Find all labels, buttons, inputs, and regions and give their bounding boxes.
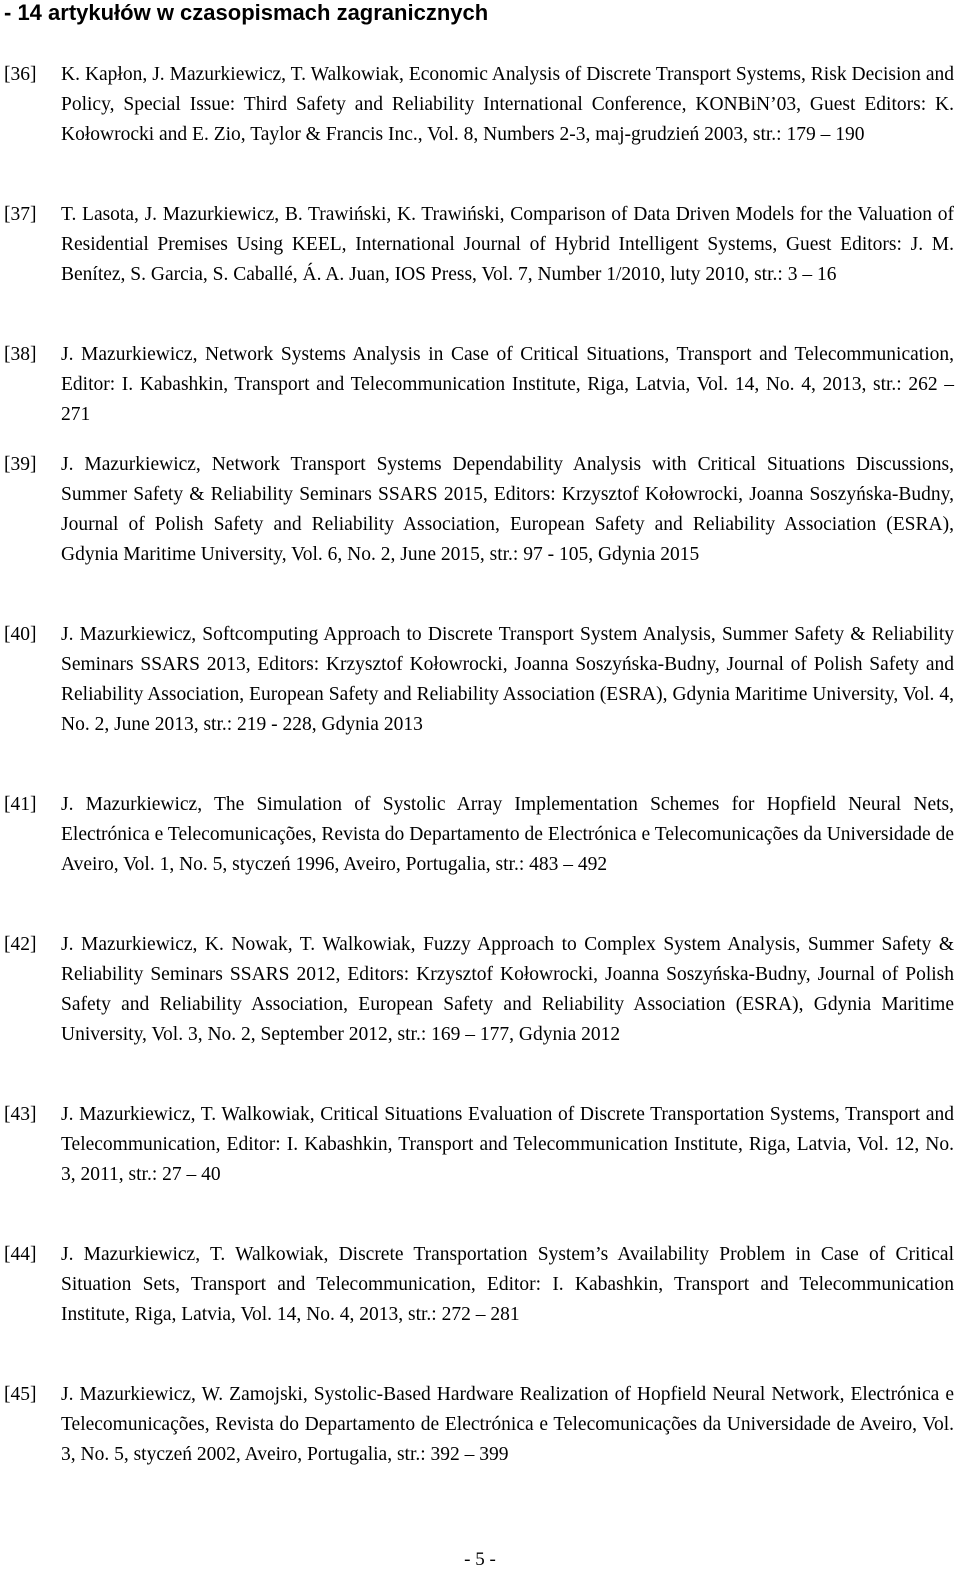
reference-text: J. Mazurkiewicz, Network Transport Systems Dependability Analysis with Critical Situations Discussions, Summer Safety & Reliability Seminars SSARS 2015, Editors: Krzysztof Kołowrocki, Joanna Soszyńska-Budny, Journal of Polish Safety and Reliability Association, European Safety and Reliability Association (ESRA), Gdynia Maritime University, Vol. 6, No. 2, June 2015, str.: 97 - 105, Gdynia 2015	[61, 454, 954, 565]
reference-entry	[4, 1100, 954, 1190]
page-number: - 5 -	[464, 1549, 496, 1570]
reference-entry	[4, 450, 954, 570]
reference-number: [45]	[4, 1384, 37, 1405]
reference-number: [40]	[4, 624, 37, 645]
reference-entry	[4, 1240, 954, 1330]
reference-text: J. Mazurkiewicz, T. Walkowiak, Critical Situations Evaluation of Discrete Transportation Systems, Transport and Telecommunication, Editor: I. Kabashkin, Transport and Telecommunication Institute, Riga, Latvia, Vol. 12, No. 3, 2011, str.: 27 – 40	[61, 1104, 954, 1185]
reference-text: K. Kapłon, J. Mazurkiewicz, T. Walkowiak, Economic Analysis of Discrete Transport Systems, Risk Decision and Policy, Special Issue: Third Safety and Reliability International Conference, KONBiN’03, Guest Editors: K. Kołowrocki and E. Zio, Taylor & Francis Inc., Vol. 8, Numbers 2-3, maj-grudzień 2003, str.: 179 – 190	[61, 64, 954, 145]
reference-text: J. Mazurkiewicz, W. Zamojski, Systolic-Based Hardware Realization of Hopfield Neural Network, Electrónica e Telecomunicações, Revista do Departamento de Electrónica e Telecomunicações da Universidade de Aveiro, Vol. 3, No. 5, styczeń 2002, Aveiro, Portugalia, str.: 392 – 399	[61, 1384, 954, 1465]
reference-number: [38]	[4, 344, 37, 365]
reference-text: J. Mazurkiewicz, The Simulation of Systolic Array Implementation Schemes for Hopfield Neural Nets, Electrónica e Telecomunicações, Revista do Departamento de Electrónica e Telecomunicações da Universidade de Aveiro, Vol. 1, No. 5, styczeń 1996, Aveiro, Portugalia, str.: 483 – 492	[61, 794, 954, 875]
reference-number: [44]	[4, 1244, 37, 1265]
reference-entry	[4, 930, 954, 1050]
reference-entry	[4, 340, 954, 430]
reference-entry	[4, 1380, 954, 1470]
reference-text: T. Lasota, J. Mazurkiewicz, B. Trawiński, K. Trawiński, Comparison of Data Driven Models for the Valuation of Residential Premises Using KEEL, International Journal of Hybrid Intelligent Systems, Guest Editors: J. M. Benítez, S. Garcia, S. Caballé, Á. A. Juan, IOS Press, Vol. 7, Number 1/2010, luty 2010, str.: 3 – 16	[61, 204, 954, 285]
reference-number: [39]	[4, 454, 37, 475]
reference-number: [41]	[4, 794, 37, 815]
reference-entry	[4, 60, 954, 150]
section-heading: - 14 artykułów w czasopismach zagranicznych	[4, 0, 489, 25]
reference-entry	[4, 620, 954, 740]
reference-text: J. Mazurkiewicz, K. Nowak, T. Walkowiak, Fuzzy Approach to Complex System Analysis, Summer Safety & Reliability Seminars SSARS 2012, Editors: Krzysztof Kołowrocki, Joanna Soszyńska-Budny, Journal of Polish Safety and Reliability Association, European Safety and Reliability Association (ESRA), Gdynia Maritime University, Vol. 3, No. 2, September 2012, str.: 169 – 177, Gdynia 2012	[61, 934, 954, 1045]
reference-number: [37]	[4, 204, 37, 225]
reference-number: [36]	[4, 64, 37, 85]
reference-text: J. Mazurkiewicz, T. Walkowiak, Discrete Transportation System’s Availability Problem in Case of Critical Situation Sets, Transport and Telecommunication, Editor: I. Kabashkin, Transport and Telecommunication Institute, Riga, Latvia, Vol. 14, No. 4, 2013, str.: 272 – 281	[61, 1244, 954, 1325]
reference-entry	[4, 200, 954, 290]
reference-entry	[4, 790, 954, 880]
reference-text: J. Mazurkiewicz, Network Systems Analysis in Case of Critical Situations, Transport and Telecommunication, Editor: I. Kabashkin, Transport and Telecommunication Institute, Riga, Latvia, Vol. 14, No. 4, 2013, str.: 262 – 271	[61, 344, 954, 425]
reference-number: [43]	[4, 1104, 37, 1125]
reference-number: [42]	[4, 934, 37, 955]
reference-text: J. Mazurkiewicz, Softcomputing Approach to Discrete Transport System Analysis, Summer Safety & Reliability Seminars SSARS 2013, Editors: Krzysztof Kołowrocki, Joanna Soszyńska-Budny, Journal of Polish Safety and Reliability Association, European Safety and Reliability Association (ESRA), Gdynia Maritime University, Vol. 4, No. 2, June 2013, str.: 219 - 228, Gdynia 2013	[61, 624, 954, 735]
